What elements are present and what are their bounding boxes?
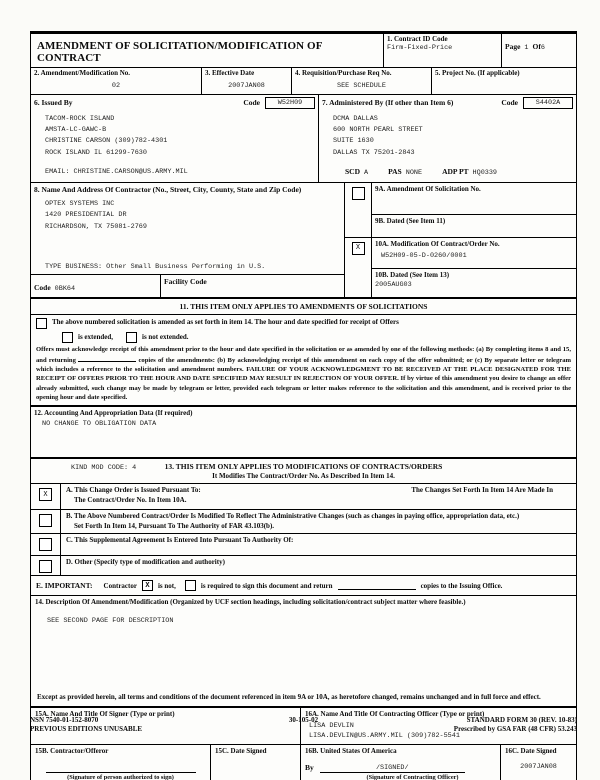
item10-checkbox-col xyxy=(345,238,372,297)
item9b-label: 9B. Dated (See Item 11) xyxy=(375,216,446,225)
mod-row-d-checkbox-col xyxy=(31,556,61,575)
mod-row-b-checkbox-col xyxy=(31,510,61,533)
contracting-officer-signature-caption: (Signature of Contracting Officer) xyxy=(366,773,459,780)
sf30-form xyxy=(30,31,577,780)
item4-value: SEE SCHEDULE xyxy=(337,81,386,90)
item8-label: 8. Name And Address Of Contractor (No., Street, City, County, State and Zip Code) xyxy=(34,184,302,194)
row-e-required-text: is required to sign this document and return xyxy=(200,581,333,590)
item6-address-line: TACOM-ROCK ISLAND xyxy=(45,115,115,123)
item7-cell xyxy=(319,95,576,182)
item10b-cell xyxy=(372,269,576,297)
item7-address-line: 600 NORTH PEARL STREET xyxy=(333,126,423,135)
mod-row-c-checkbox xyxy=(39,538,52,551)
item10a-cell xyxy=(372,238,576,269)
mod-row-a-line1: A. This Change Order is Issued Pursuant To: xyxy=(66,486,201,495)
extension-line xyxy=(62,332,571,343)
item6-code-value: W52H09 xyxy=(265,97,315,109)
items-2-5-row xyxy=(31,68,576,94)
item6-address-line: ROCK ISLAND IL 61299-7630 xyxy=(45,148,147,157)
item7-address-line: SUITE 1630 xyxy=(333,137,374,146)
footer-left xyxy=(30,716,289,735)
scd-value: A xyxy=(364,168,369,177)
by-label: By xyxy=(305,763,314,773)
row-e-copies-text: copies to the Issuing Office. xyxy=(420,581,503,590)
type-business-line: TYPE BUSINESS: Other Small Business Performing in U.S. xyxy=(45,262,266,271)
row-15b-16c xyxy=(31,744,576,780)
item6-label: 6. Issued By xyxy=(34,98,73,108)
item16b-cell xyxy=(301,745,501,780)
is-required-checkbox xyxy=(185,580,196,591)
closing-statement: Except as provided herein, all terms and conditions of the document referenced in item 9A or 10A, as heretofore changed, remains unchanged and in full force and effect. xyxy=(37,693,541,702)
is-extended-checkbox xyxy=(62,332,73,343)
page-total: 6 xyxy=(540,44,545,52)
row-e-important xyxy=(31,575,576,595)
item4-cell xyxy=(291,68,431,94)
standard-form-id: STANDARD FORM 30 (REV. 10-83) xyxy=(466,716,578,724)
item9-group xyxy=(345,183,576,237)
contractor-address xyxy=(31,196,344,233)
code-facility-row xyxy=(31,274,344,297)
item6-code-label: Code xyxy=(243,98,260,108)
mod-row-b-line1: B. The Above Numbered Contract/Order Is Modified To Reflect The Administrative Changes (such as changes in paying office, appropriation data, etc.) xyxy=(66,512,520,521)
mod-row-c-text: C. This Supplemental Agreement Is Entered Into Pursuant To Authority Of: xyxy=(66,536,294,545)
item16b-label: 16B. United States Of America xyxy=(305,746,397,755)
by-row xyxy=(305,763,496,772)
row-e-is-not: is not, xyxy=(157,581,176,590)
item10a-label: 10A. Modification Of Contract/Order No. xyxy=(375,239,500,248)
item10-stack xyxy=(372,238,576,297)
item2-value: 02 xyxy=(111,81,121,90)
footer-center-code: 30-105-02 xyxy=(288,716,319,724)
page-of-label: Of xyxy=(532,42,541,51)
mod-row-b-text xyxy=(61,510,576,533)
form-title: AMENDMENT OF SOLICITATION/MODIFICATION OF CONTRACT xyxy=(37,40,323,64)
contractor-signature-caption: (Signature of person authorized to sign) xyxy=(67,773,174,780)
mod-row-c-checkbox-col xyxy=(31,534,61,555)
item15c-label: 15C. Date Signed xyxy=(215,746,267,755)
item10-group xyxy=(345,237,576,297)
contractor-code-label: Code xyxy=(34,282,51,292)
section11-header: 11. THIS ITEM ONLY APPLIES TO AMENDMENTS OF SOLICITATIONS xyxy=(31,297,576,315)
items-8-9-10-section xyxy=(31,182,576,297)
item9a-label: 9A. Amendment Of Solicitation No. xyxy=(372,183,576,215)
item7-header xyxy=(319,95,576,111)
adp-pt-label: ADP PT xyxy=(442,166,469,176)
item7-label: 7. Administered By (If other than Item 6) xyxy=(322,98,454,108)
contracting-officer-name-line: LISA DEVLIN xyxy=(309,721,354,730)
item16a-label: 16A. Name And Title Of Contracting Officer (Type or print) xyxy=(305,710,485,719)
mod-row-d-checkbox xyxy=(39,560,52,573)
mod-row-a xyxy=(31,483,576,509)
footer-right xyxy=(318,716,577,735)
mod-row-b xyxy=(31,509,576,533)
item15b-label: 15B. Contractor/Offeror xyxy=(35,746,109,755)
mod-row-a-checkbox-col xyxy=(31,484,61,509)
mod-row-a-text xyxy=(61,484,576,509)
item6-address-line: CHRISTINE CARSON (309)782-4301 xyxy=(45,137,168,146)
acknowledgment-paragraph-part1: Offers must acknowledge receipt of this amendment prior to the hour and date specified in the solicitation or as amended by one of the following methods: (a) By completing items 8 and 15, and returning xyxy=(36,345,571,365)
item7-address-line: DCMA DALLAS xyxy=(333,115,378,123)
contractor-signature-line xyxy=(46,764,196,773)
item6-header xyxy=(31,95,318,111)
mod-row-a-checkbox: X xyxy=(39,488,52,501)
item6-address-line: AMSTA-LC-GAWC-B xyxy=(45,126,107,135)
contract-id-code-cell xyxy=(383,34,501,67)
item7-code-label: Code xyxy=(501,98,518,108)
items-9-10-column xyxy=(345,183,576,297)
return-copies-blank xyxy=(338,582,416,590)
prescribed-by-note: Prescribed by GSA FAR (48 CFR) 53.243 xyxy=(453,725,578,734)
pas-value: NONE xyxy=(405,168,423,177)
item8-cell xyxy=(31,183,345,297)
item3-label: 3. Effective Date xyxy=(205,69,255,77)
contractor-code-cell xyxy=(31,275,161,297)
item14-label: 14. Description Of Amendment/Modification (Organized by UCF section headings, including solicitation/contract subject matter where feasible.) xyxy=(35,598,466,607)
is-not-extended-label: is not extended. xyxy=(142,332,189,341)
row-e-contractor: Contractor xyxy=(103,581,137,590)
contractor-address-line: OPTEX SYSTEMS INC xyxy=(45,200,115,209)
scd-label: SCD xyxy=(345,166,361,176)
item2-cell xyxy=(31,68,201,94)
form-footer xyxy=(30,716,577,735)
solicitation-amended-line xyxy=(36,318,571,329)
facility-code-label: Facility Code xyxy=(164,276,207,286)
title-row xyxy=(31,34,576,68)
is-extended-label: is extended, xyxy=(78,332,113,341)
item6-address xyxy=(31,111,318,180)
items-6-7-section xyxy=(31,94,576,182)
mod-row-a-line2: The Contract/Order No. In Item 10A. xyxy=(74,495,187,504)
section11-body xyxy=(31,315,576,405)
section13-header xyxy=(31,457,576,483)
page-cell xyxy=(501,34,576,67)
item10b-value: 2005AUG03 xyxy=(375,280,412,289)
item7-code-value: S4402A xyxy=(523,97,573,109)
item3-value: 2007JAN08 xyxy=(228,81,265,90)
item7-address-line: DALLAS TX 75201-2843 xyxy=(333,148,415,157)
contractor-code-value: 0BK64 xyxy=(54,284,76,293)
mod-row-d-text: D. Other (Specify type of modification and authority) xyxy=(66,558,225,567)
mod-row-c xyxy=(31,533,576,555)
item16c-cell xyxy=(501,745,576,780)
item3-cell xyxy=(201,68,291,94)
item12-label: 12. Accounting And Appropriation Data (If required) xyxy=(34,409,193,418)
page-number: 1 xyxy=(524,44,529,52)
item9-stack xyxy=(372,183,576,237)
item9-checkbox xyxy=(352,187,365,200)
item14-value: SEE SECOND PAGE FOR DESCRIPTION xyxy=(47,617,174,625)
item16c-value: 2007JAN08 xyxy=(520,762,557,771)
item10a-value: W52H09-05-D-0260/0001 xyxy=(381,251,467,260)
item6-email-line: EMAIL: CHRISTINE.CARSON@US.ARMY.MIL xyxy=(45,167,188,176)
page-label: Page xyxy=(505,42,521,51)
kind-mod-code: KIND MOD CODE: 4 xyxy=(71,464,137,473)
item10-checkbox: X xyxy=(352,242,365,255)
solicitation-amended-checkbox xyxy=(36,318,47,329)
item2-label: 2. Amendment/Modification No. xyxy=(34,69,131,77)
mod-row-b-checkbox xyxy=(39,514,52,527)
copies-count-blank xyxy=(78,354,136,362)
item4-label: 4. Requisition/Purchase Req No. xyxy=(295,69,392,77)
item15a-label: 15A. Name And Title Of Signer (Type or print) xyxy=(31,708,301,744)
previous-editions-note: PREVIOUS EDITIONS UNUSABLE xyxy=(30,725,143,734)
contract-id-code-label: 1. Contract ID Code xyxy=(387,35,448,43)
section13-header-line2: It Modifies The Contract/Order No. As Described In Item 14. xyxy=(212,471,395,480)
row-e-label: E. IMPORTANT: xyxy=(36,581,93,591)
contractor-address-line: RICHARDSON, TX 75081-2769 xyxy=(45,222,147,231)
item15b-cell xyxy=(31,745,211,780)
item15c-cell xyxy=(211,745,301,780)
section13-header-line1: 13. THIS ITEM ONLY APPLIES TO MODIFICATIONS OF CONTRACTS/ORDERS xyxy=(164,462,443,472)
adp-pt-value: HQ0339 xyxy=(472,168,498,177)
is-not-extended-checkbox xyxy=(126,332,137,343)
item16c-label: 16C. Date Signed xyxy=(505,746,557,755)
scd-pas-adp-row xyxy=(319,159,576,182)
contract-id-code-value: Firm-Fixed-Price xyxy=(387,43,453,52)
nsn-number: NSN 7540-01-152-8070 xyxy=(30,716,99,724)
item12-section xyxy=(31,405,576,457)
item5-label: 5. Project No. (If applicable) xyxy=(435,69,520,77)
item12-value: NO CHANGE TO OBLIGATION DATA xyxy=(42,419,157,428)
contracting-officer-email-line: LISA.DEVLIN@US.ARMY.MIL (309)782-5541 xyxy=(309,732,460,741)
item10b-label: 10B. Dated (See Item 13) xyxy=(375,270,450,279)
item5-cell xyxy=(431,68,576,94)
item9-checkbox-col xyxy=(345,183,372,237)
mod-row-b-line2: Set Forth In Item 14, Pursuant To The Authority of FAR 43.103(b). xyxy=(74,521,275,530)
acknowledgment-paragraph xyxy=(36,345,571,402)
contractor-address-line: 1420 PRESIDENTIAL DR xyxy=(45,211,127,220)
signed-value: /SIGNED/ xyxy=(320,764,465,773)
solicitation-amended-text: The above numbered solicitation is amended as set forth in item 14. The hour and date specified for receipt of Offers xyxy=(52,317,399,326)
item14-section xyxy=(31,595,576,689)
acknowledgment-paragraph-part2: copies of the amendments: (b) By acknowledging receipt of this amendment on each copy of the offer submitted; or (c) By separate letter or telegram which includes a reference to the solicitation and amendment numbers. FAILURE OF YOUR ACKNOWLEDGMENT TO BE RECEIVED AT THE PLACE DESIGNATED FOR THE RECEIPT OF OFFERS PRIOR TO THE HOUR AND DATE SPECIFIED MAY RESULT IN REJECTION OF YOUR OFFER. If by virtue of this amendment you desire to change an offer already submitted, such change may be made by telegram or letter, provided each telegram or letter makes reference to the solicitation and this amendment, and is received prior to the opening hour and date specified. xyxy=(36,357,572,401)
pas-label: PAS xyxy=(388,166,402,176)
is-not-checkbox: X xyxy=(142,580,153,591)
item6-cell xyxy=(31,95,319,182)
mod-row-a-right-note: The Changes Set Forth In Item 14 Are Made In xyxy=(411,486,553,495)
item7-address xyxy=(319,111,576,159)
mod-row-d xyxy=(31,555,576,575)
